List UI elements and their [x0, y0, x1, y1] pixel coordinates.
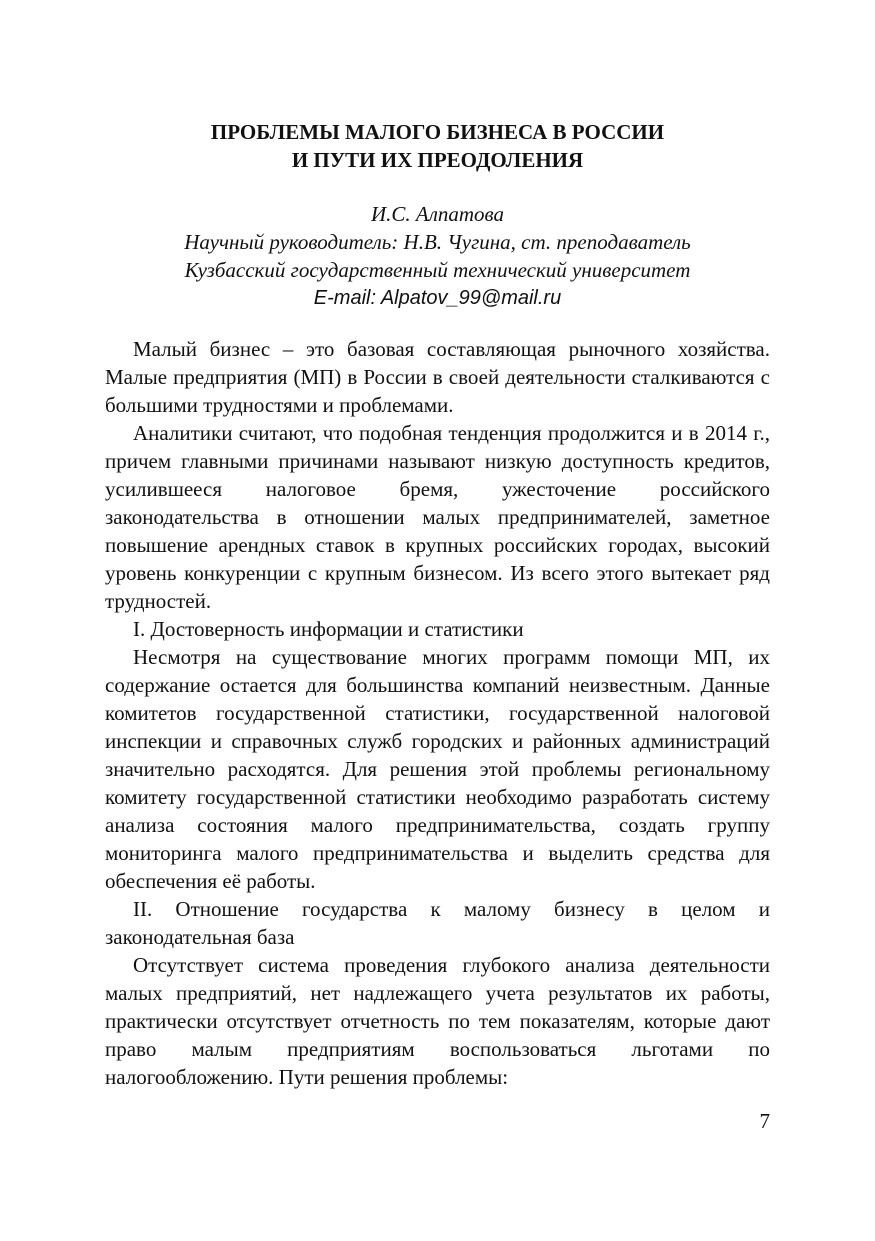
page-number: 7	[759, 1109, 770, 1133]
author-block	[105, 200, 770, 312]
paragraph-1: Малый бизнес – это базовая составляющая рыночного хозяйства. Малые предприятия (МП) в России в своей деятельности сталкиваются с большими трудностями и проблемами.	[105, 337, 770, 417]
article-title	[105, 118, 770, 174]
author-name: И.С. Алпатова	[370, 202, 505, 226]
paragraph-2: Аналитики считают, что подобная тенденция продолжится и в 2014 г., причем главными причинами называют низкую доступность кредитов, усилившееся налоговое бремя, ужесточение российского законодательства в отношении малых предпринимателей, заметное повышение арендных ставок в крупных российских городах, высокий уровень конкуренции с крупным бизнесом. Из всего этого вытекает ряд трудностей.	[105, 421, 770, 613]
title-line-2: И ПУТИ ИХ ПРЕОДОЛЕНИЯ	[291, 148, 584, 172]
supervisor: Научный руководитель: Н.В. Чугина, ст. преподаватель	[184, 230, 691, 254]
section-heading-1: I. Достоверность информации и статистики	[133, 617, 524, 641]
paragraph-3: Несмотря на существование многих программ помощи МП, их содержание остается для большинства компаний неизвестным. Данные комитетов государственной статистики, государственной налоговой инспекции и справочных служб городских и районных администраций значительно расходятся. Для решения этой проблемы региональному комитету государственной статистики необходимо разработать систему анализа состояния малого предпринимательства, создать группу мониторинга малого предпринимательства и выделить средства для обеспечения её работы.	[105, 645, 770, 893]
author-email: E-mail: Alpatov_99@mail.ru	[313, 287, 562, 309]
title-line-1: ПРОБЛЕМЫ МАЛОГО БИЗНЕСА В РОССИИ	[210, 120, 665, 144]
section-heading-2: II. Отношение государства к малому бизнесу в целом и законодательная база	[105, 897, 770, 949]
paragraph-4: Отсутствует система проведения глубокого анализа деятельности малых предприятий, нет надлежащего учета результатов их работы, практически отсутствует отчетность по тем показателям, которые дают право малым предприятиям воспользоваться льготами по налогообложению. Пути решения проблемы:	[105, 953, 770, 1089]
article-body	[105, 335, 770, 1091]
affiliation: Кузбасский государственный технический университет	[184, 258, 691, 282]
